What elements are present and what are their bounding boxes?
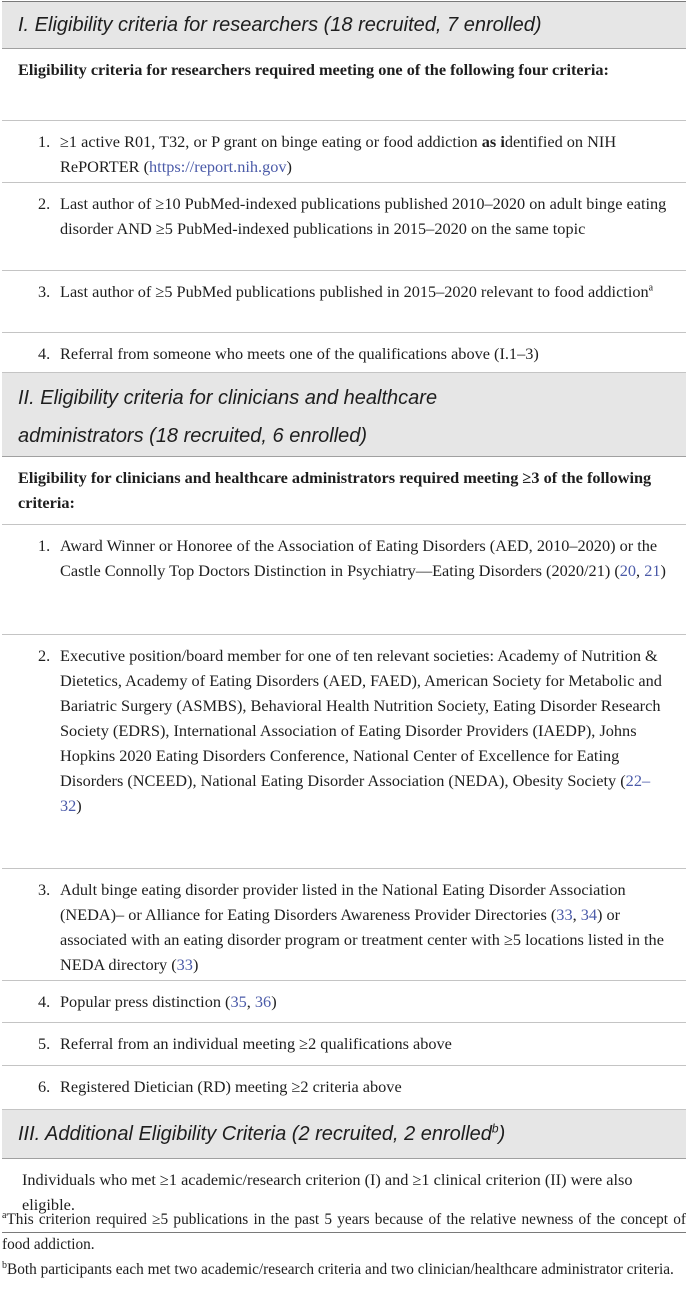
criterion-text: Last author of ≥5 PubMed publications published in 2015–2020 relevant to food addiction$^a$ bbox=[60, 282, 654, 301]
criterion-number: 3. bbox=[38, 282, 51, 301]
criterion-text: Award Winner or Honoree of the Association of Eating Disorders (AED, 2010–2020) or the Castle Connolly Top Doctors Distinction in Psychiatry—Eating Disorders (2020/21) (20, 21) bbox=[60, 536, 666, 580]
reference-link[interactable]: 20 bbox=[619, 561, 637, 580]
criterion-text: Popular press distinction (35, 36) bbox=[60, 992, 277, 1011]
reference-link[interactable]: 35 bbox=[230, 992, 247, 1011]
footnote-a: $^a$This criterion required ≥5 publications in the past 5 years because of the relative newness of the concept of food addiction. bbox=[2, 1209, 686, 1253]
clinicians-intro: Eligibility for clinicians and healthcare administrators required meeting ≥3 of the following criteria: bbox=[2, 457, 686, 525]
clinicians-criterion-2 bbox=[2, 635, 686, 869]
researchers-criterion-4 bbox=[2, 333, 686, 373]
criterion-text: Last author of ≥10 PubMed-indexed publications published 2010–2020 on adult binge eating disorder AND ≥5 PubMed-indexed publications in 2015–2020 on the same topic bbox=[60, 194, 667, 238]
criterion-text: Registered Dietician (RD) meeting ≥2 criteria above bbox=[60, 1077, 402, 1096]
criterion-text: Adult binge eating disorder provider listed in the National Eating Disorder Association (NEDA)– or Alliance for Eating Disorders Awareness Provider Directories (33, 34) or associated with an eating disorder program or treatment center with ≥5 locations listed in the NEDA directory (33) bbox=[60, 880, 664, 974]
clinicians-criterion-3 bbox=[2, 869, 686, 981]
criterion-text: Referral from an individual meeting ≥2 qualifications above bbox=[60, 1034, 452, 1053]
reference-link[interactable]: 34 bbox=[580, 905, 597, 924]
clinicians-criterion-6 bbox=[2, 1066, 686, 1110]
criterion-text: ≥1 active R01, T32, or P grant on binge eating or food addiction as identified on NIH RePORTER (https://report.nih.gov) bbox=[60, 132, 617, 176]
researchers-criterion-1 bbox=[2, 121, 686, 183]
criterion-number: 5. bbox=[38, 1034, 51, 1053]
section-header-additional: III. Additional Eligibility Criteria (2 recruited, 2 enrolled$^b$) bbox=[2, 1110, 686, 1159]
reference-link[interactable]: 32 bbox=[60, 796, 77, 815]
clinicians-criterion-1 bbox=[2, 525, 686, 635]
table-footnotes bbox=[2, 1207, 686, 1282]
footnote-b: $^b$Both participants each met two academic/research criteria and two clinician/healthcare administrator criteria. bbox=[2, 1259, 674, 1278]
reference-link[interactable]: 36 bbox=[254, 992, 272, 1011]
criterion-number: 1. bbox=[38, 536, 51, 555]
criterion-text: Executive position/board member for one of ten relevant societies: Academy of Nutrition & Dietetics, Academy of Eating Disorders (AED, FAED), American Society for Metabolic and Bariatric Surgery (ASMBS), Behavioral Health Nutrition Society, Eating Disorder Research Society (EDRS), International Association of Eating Disorder Providers (IAEDP), Johns Hopkins 2020 Eating Disorders Conference, National Center of Excellence for Eating Disorders (NCEED), National Eating Disorder Association (NEDA), Obesity Society (22–32) bbox=[60, 646, 662, 815]
reference-link[interactable]: 21 bbox=[644, 561, 661, 580]
reference-link[interactable]: 33 bbox=[556, 905, 573, 924]
criterion-number: 6. bbox=[38, 1077, 51, 1096]
criterion-number: 4. bbox=[38, 344, 51, 363]
clinicians-criterion-5 bbox=[2, 1023, 686, 1066]
nih-reporter-link[interactable]: https://report.nih.gov bbox=[149, 157, 287, 176]
criterion-number: 4. bbox=[38, 992, 51, 1011]
criterion-number: 1. bbox=[38, 132, 51, 151]
criterion-number: 3. bbox=[38, 880, 51, 899]
researchers-intro: Eligibility criteria for researchers required meeting one of the following four criteria: bbox=[2, 49, 686, 121]
section-header-researchers: I. Eligibility criteria for researchers (18 recruited, 7 enrolled) bbox=[2, 2, 686, 49]
researchers-criterion-3 bbox=[2, 271, 686, 333]
clinicians-criterion-4 bbox=[2, 981, 686, 1023]
criterion-number: 2. bbox=[38, 194, 51, 213]
eligibility-table bbox=[2, 1, 686, 1233]
additional-criteria-text: Individuals who met ≥1 academic/research criterion (I) and ≥1 clinical criterion (II) were also eligible. bbox=[22, 1170, 633, 1214]
reference-link[interactable]: 22 bbox=[625, 771, 642, 790]
footnote-marker-b: b bbox=[491, 1121, 499, 1136]
researchers-criterion-2 bbox=[2, 183, 686, 271]
criterion-number: 2. bbox=[38, 646, 51, 665]
section-header-clinicians: II. Eligibility criteria for clinicians and healthcare administrators (18 recruited, 6 enrolled) bbox=[2, 373, 686, 457]
footnote-marker-a: a bbox=[648, 282, 654, 294]
reference-link[interactable]: 33 bbox=[176, 955, 193, 974]
criterion-text: Referral from someone who meets one of the qualifications above (I.1–3) bbox=[60, 344, 539, 363]
